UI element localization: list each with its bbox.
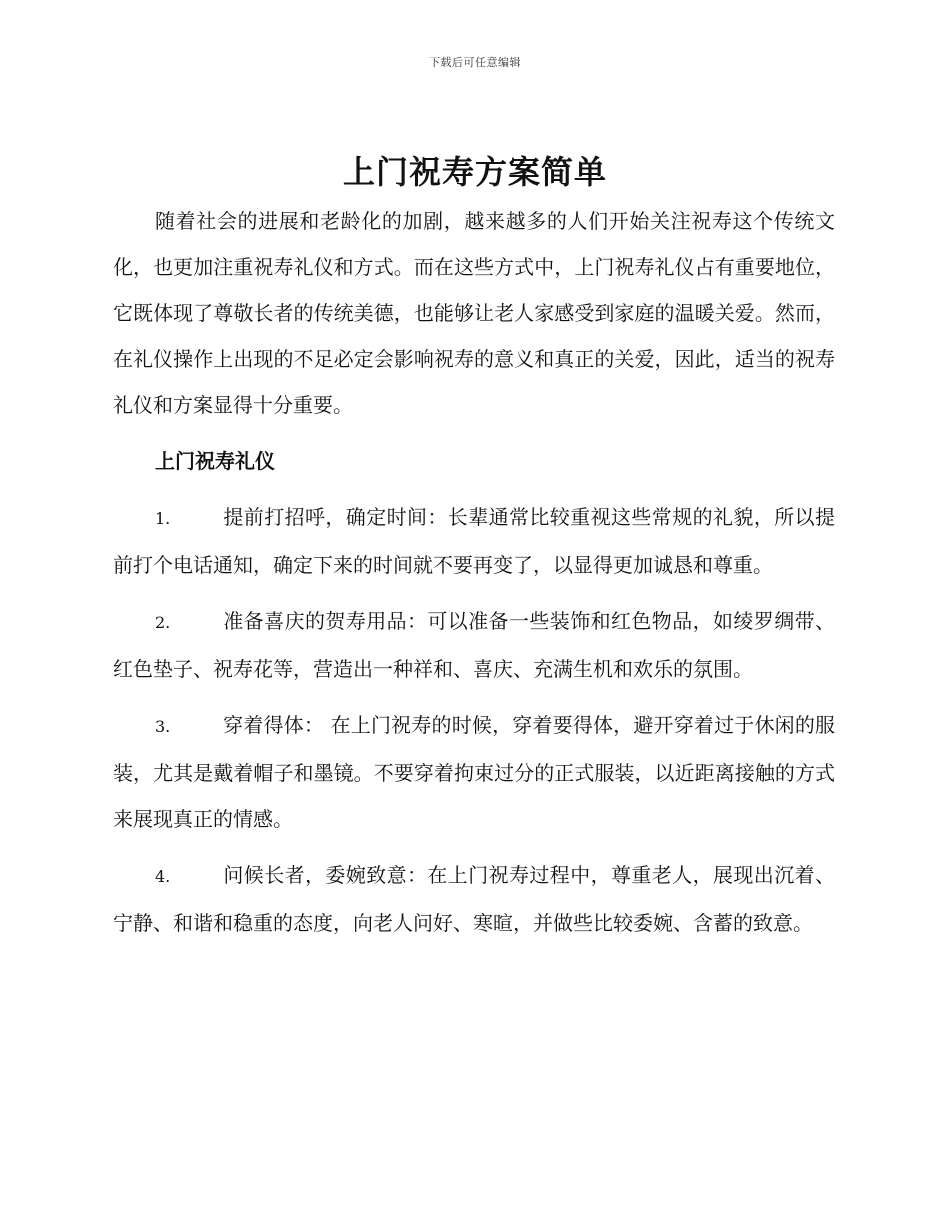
- list-item-text: 提前打招呼，确定时间：长辈通常比较重视这些常规的礼貌，所以提前打个电话通知，确定下来的时间就不要再变了，以显得更加诚恳和尊重。: [113, 505, 835, 577]
- list-item-number: 1.: [155, 509, 171, 528]
- header-note: 下载后可任意编辑: [429, 56, 521, 69]
- document-title: 上门祝寿方案简单: [342, 153, 607, 191]
- list-item: [113, 494, 835, 588]
- list-item: [113, 702, 835, 842]
- list-item-text: 准备喜庆的贺寿用品：可以准备一些装饰和红色物品，如绫罗绸带、红色垫子、祝寿花等，营造出一种祥和、喜庆、充满生机和欢乐的氛围。: [113, 609, 835, 681]
- list-item-text: 穿着得体： 在上门祝寿的时候，穿着要得体，避开穿着过于休闲的服装，尤其是戴着帽子和墨镜。不要穿着拘束过分的正式服装，以近距离接触的方式来展现真正的情感。: [113, 713, 835, 831]
- list-item-number: 3.: [155, 717, 171, 736]
- list-item: [113, 598, 835, 692]
- intro-paragraph: 随着社会的进展和老龄化的加剧，越来越多的人们开始关注祝寿这个传统文化，也更加注重祝寿礼仪和方式。而在这些方式中，上门祝寿礼仪占有重要地位，它既体现了尊敬长者的传统美德，也能够让老人家感受到家庭的温暖关爱。然而，在礼仪操作上出现的不足必定会影响祝寿的意义和真正的关爱，因此，适当的祝寿礼仪和方案显得十分重要。: [113, 209, 835, 417]
- list-item-number: 4.: [155, 867, 171, 886]
- list-item-number: 2.: [155, 613, 171, 632]
- list-item: [113, 852, 835, 946]
- list-item-text: 问候长者，委婉致意：在上门祝寿过程中，尊重老人，展现出沉着、宁静、和谐和稳重的态度，向老人问好、寒暄，并做些比较委婉、含蓄的致意。: [113, 863, 835, 935]
- document-body: [113, 198, 835, 946]
- section-heading: 上门祝寿礼仪: [155, 449, 275, 473]
